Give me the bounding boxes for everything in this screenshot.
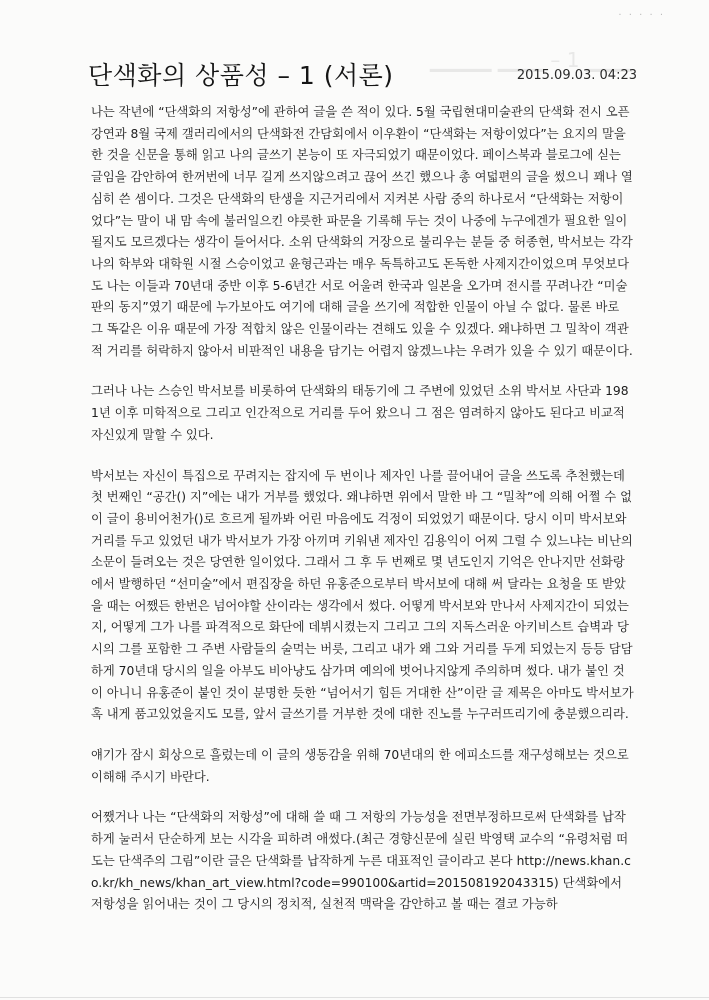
bleed-through-text: ▁▁▁▁ ▁▁▁ – 1 ▁▁▁ bbox=[430, 48, 632, 72]
scan-edge bbox=[0, 997, 709, 998]
paragraph-4: 얘기가 잠시 회상으로 흘렀는데 이 글의 생동감을 위해 70년대의 한 에피소드를 재구성해보는 것으로 이해해 주시기 바란다. bbox=[91, 747, 629, 784]
article-body bbox=[91, 102, 634, 916]
scan-corner-mark: · · · · · bbox=[618, 10, 665, 21]
post-datetime: 2015.09.03. 04:23 bbox=[516, 68, 637, 83]
page-title: 단색화의 상품성 – 1 (서론) bbox=[88, 61, 394, 90]
paragraph-2: 그러나 나는 스승인 박서보를 비롯하여 단색화의 태동기에 그 주변에 있었던 소위 박서보 사단과 1981년 이후 미학적으로 그리고 인간적으로 거리를 두어 왔으니 그 점은 염려하지 않아도 된다고 비교적 자신있게 말할 수 있다. bbox=[91, 384, 629, 442]
paragraph-3: 박서보는 자신이 특집으로 꾸려지는 잡지에 두 번이나 제자인 나를 끌어내어 글을 쓰도록 추천했는데 첫 번째인 “공간() 지”에는 내가 거부를 했었다. 왜냐하면 위에서 말한 바 그 “밀착”에 의해 어쩔 수 없이 글이 용비어천가()로 흐르게 될까봐 어린 마음에도 걱정이 되었었기 때문이다. 당시 이미 박서보와 거리를 두고 있었던 내가 박서보가 가장 아끼며 키워낸 제자인 김용익이 어찌 그럴 수 있느냐는 비난의 소문이 들려오는 것은 당연한 일이었다. 그래서 그 후 두 번째로 몇 년도인지 기억은 안나지만 선화랑에서 발행하던 “선미술”에서 편집장을 하던 유홍준으로부터 박서보에 대해 써 달라는 요청을 또 받았을 때는 어쨌든 한번은 넘어야할 산이라는 생각에서 썼다. 어떻게 박서보와 만나서 사제지간이 되었는지, 어떻게 그가 나를 파격적으로 화단에 데뷔시켰는지 그리고 그의 지독스러운 아키비스트 습벽과 당시의 그를 포함한 그 주변 사람들의 술먹는 버릇, 그리고 내가 왜 그와 거리를 두게 되었는지 등등 담담하게 70년대 당시의 일을 아부도 비아냥도 삼가며 예의에 벗어나지않게 주의하며 썼다. 내가 붙인 것이 아니니 유홍준이 붙인 것이 분명한 듯한 “넘어서기 힘든 거대한 산”이란 글 제목은 아마도 박서보가 혹 내게 품고있었을지도 모를, 앞서 글쓰기를 거부한 것에 대한 진노를 누구러뜨리기에 충분했으리라. bbox=[91, 468, 634, 722]
paragraph-5: 어쨌거나 나는 “단색화의 저항성”에 대해 쓸 때 그 저항의 가능성을 전면부정하므로써 단색화를 납작하게 눌러서 단순하게 보는 시각을 피하려 애썼다.(최근 경향신문에 실린 박영택 교수의 “유령처럼 떠도는 단색주의 그림”이란 글은 단색화를 납작하게 누른 대표적인 글이라고 본다 http://news.khan.co.kr/kh_news/khan_art_view.html?code=990100&artid=201508192043315) 단색화에서 저항성을 읽어내는 것이 그 당시의 정치적, 실천적 맥락을 감안하고 볼 때는 결코 가능하 bbox=[91, 810, 631, 912]
paragraph-1: 나는 작년에 “단색화의 저항성”에 관하여 글을 쓴 적이 있다. 5월 국립현대미술관의 단색화 전시 오픈강연과 8월 국제 갤러리에서의 단색화전 간담회에서 이우환이 “단색화는 저항이었다”는 요지의 말을 한 것을 신문을 통해 읽고 나의 글쓰기 본능이 또 자극되었기 때문이었다. 페이스북과 블로그에 싣는 글임을 감안하여 한꺼번에 너무 길게 쓰지않으려고 끊어 쓰긴 했으나 총 여덟편의 글을 썼으니 꽤나 열심히 쓴 셈이다. 그것은 단색화의 탄생을 지근거리에서 지켜본 사람 중의 하나로서 “단색화는 저항이었다”는 말이 내 맘 속에 불러일으킨 야릇한 파문을 기록해 두는 것이 나중에 누구에겐가 필요한 일이 될지도 모르겠다는 생각이 들어서다. 소위 단색화의 거장으로 불리우는 분들 중 허종현, 박서보는 각각 나의 학부와 대학원 시절 스승이었고 윤형근과는 매우 독특하고도 돈독한 사제지간이었으며 무엇보다도 나는 이들과 70년대 중반 이후 5-6년간 서로 어울려 한국과 일본을 오가며 전시를 꾸려나간 “미술판의 동지”였기 때문에 누가보아도 여기에 대해 글을 쓰기에 적합한 인물이 아닐 수 없다. 물론 바로 그 똑같은 이유 때문에 가장 적합치 않은 인물이라는 견해도 있을 수 있겠다. 왜냐하면 그 밀착이 객관적 거리를 허락하지 않아서 비판적인 내용을 담기는 어렵지 않겠느냐는 우려가 있을 수 있기 때문이다. bbox=[91, 105, 633, 358]
